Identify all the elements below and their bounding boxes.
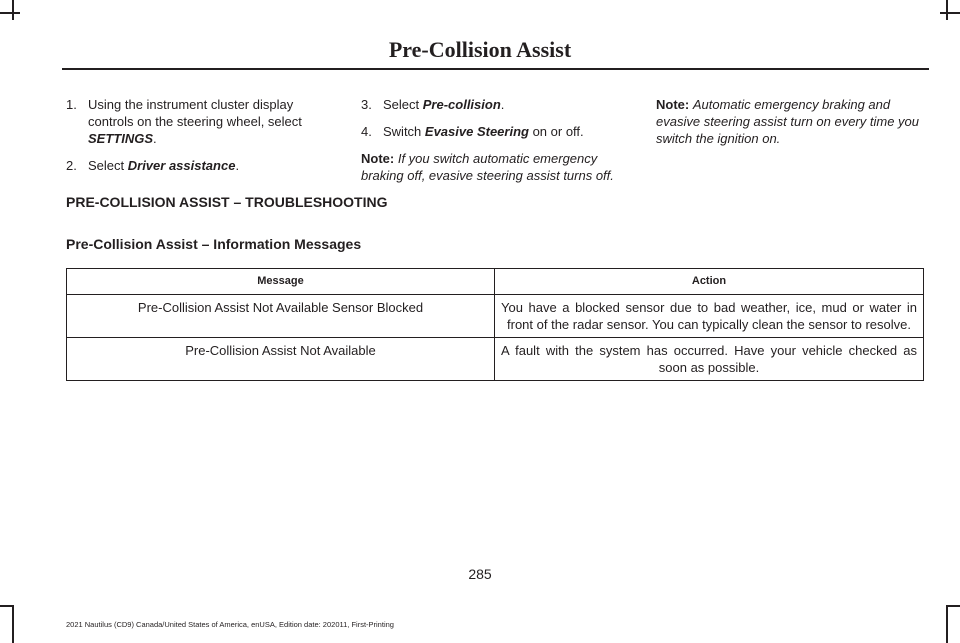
table-row bbox=[67, 338, 924, 381]
step-1-text: Using the instrument cluster display controls on the steering wheel, select bbox=[88, 97, 302, 129]
message-cell: Pre-Collision Assist Not Available Sensor Blocked bbox=[67, 295, 495, 338]
step-3-end: . bbox=[500, 97, 505, 112]
note-ignition bbox=[656, 96, 921, 147]
crop-mark-top-left-h bbox=[0, 12, 20, 14]
column-header-message: Message bbox=[67, 269, 495, 295]
step-2-text: Select bbox=[88, 158, 128, 173]
column-1 bbox=[66, 96, 331, 184]
note-label: Note: bbox=[361, 151, 395, 166]
column-header-action: Action bbox=[495, 269, 924, 295]
note-text: Automatic emergency braking and evasive steering assist turn on every time you switch the ignition on. bbox=[656, 97, 920, 146]
note-evasive-steering bbox=[361, 150, 633, 184]
step-4 bbox=[361, 123, 633, 140]
step-1-end: . bbox=[153, 131, 157, 146]
step-2-number: 2. bbox=[66, 158, 77, 173]
step-1-setting: SETTINGS bbox=[88, 131, 154, 146]
crop-mark-top-right-v bbox=[946, 0, 948, 20]
column-3 bbox=[656, 96, 921, 147]
crop-mark-bottom-left-v bbox=[12, 605, 14, 643]
header-divider bbox=[62, 68, 929, 70]
step-4-end: on or off. bbox=[528, 124, 584, 139]
step-3-text: Select bbox=[383, 97, 423, 112]
crop-mark-bottom-left-h bbox=[0, 605, 14, 607]
step-2 bbox=[66, 157, 331, 174]
step-3-number: 3. bbox=[361, 97, 372, 112]
sub-heading: Pre-Collision Assist – Information Messages bbox=[66, 236, 362, 252]
information-messages-table bbox=[66, 268, 924, 381]
section-heading: PRE-COLLISION ASSIST – TROUBLESHOOTING bbox=[66, 194, 388, 210]
step-4-text: Switch bbox=[383, 124, 425, 139]
step-4-number: 4. bbox=[361, 124, 372, 139]
note-text: If you switch automatic emergency braking off, evasive steering assist turns off. bbox=[361, 151, 614, 183]
step-3 bbox=[361, 96, 633, 113]
step-1 bbox=[66, 96, 331, 147]
crop-mark-bottom-right-v bbox=[946, 605, 948, 643]
crop-mark-bottom-right-h bbox=[946, 605, 960, 607]
crop-mark-top-right-h bbox=[940, 12, 960, 14]
column-2 bbox=[361, 96, 633, 184]
crop-mark-top-left-v bbox=[12, 0, 14, 20]
step-1-number: 1. bbox=[66, 97, 77, 112]
edition-footer: 2021 Nautilus (CD9) Canada/United States of America, enUSA, Edition date: 202011, First-Printing bbox=[66, 620, 394, 629]
message-cell: Pre-Collision Assist Not Available bbox=[67, 338, 495, 381]
action-cell: A fault with the system has occurred. Have your vehicle checked as soon as possible. bbox=[495, 338, 924, 381]
table-row bbox=[67, 295, 924, 338]
step-2-setting: Driver assistance bbox=[127, 158, 236, 173]
table-header-row bbox=[67, 269, 924, 295]
step-3-setting: Pre-collision bbox=[422, 97, 501, 112]
step-4-setting: Evasive Steering bbox=[424, 124, 529, 139]
action-cell: You have a blocked sensor due to bad weather, ice, mud or water in front of the radar sensor. You can typically clean the sensor to resolve. bbox=[495, 295, 924, 338]
note-label: Note: bbox=[656, 97, 690, 112]
page-title: Pre-Collision Assist bbox=[388, 37, 572, 62]
page-number: 285 bbox=[468, 566, 492, 582]
step-2-end: . bbox=[235, 158, 240, 173]
